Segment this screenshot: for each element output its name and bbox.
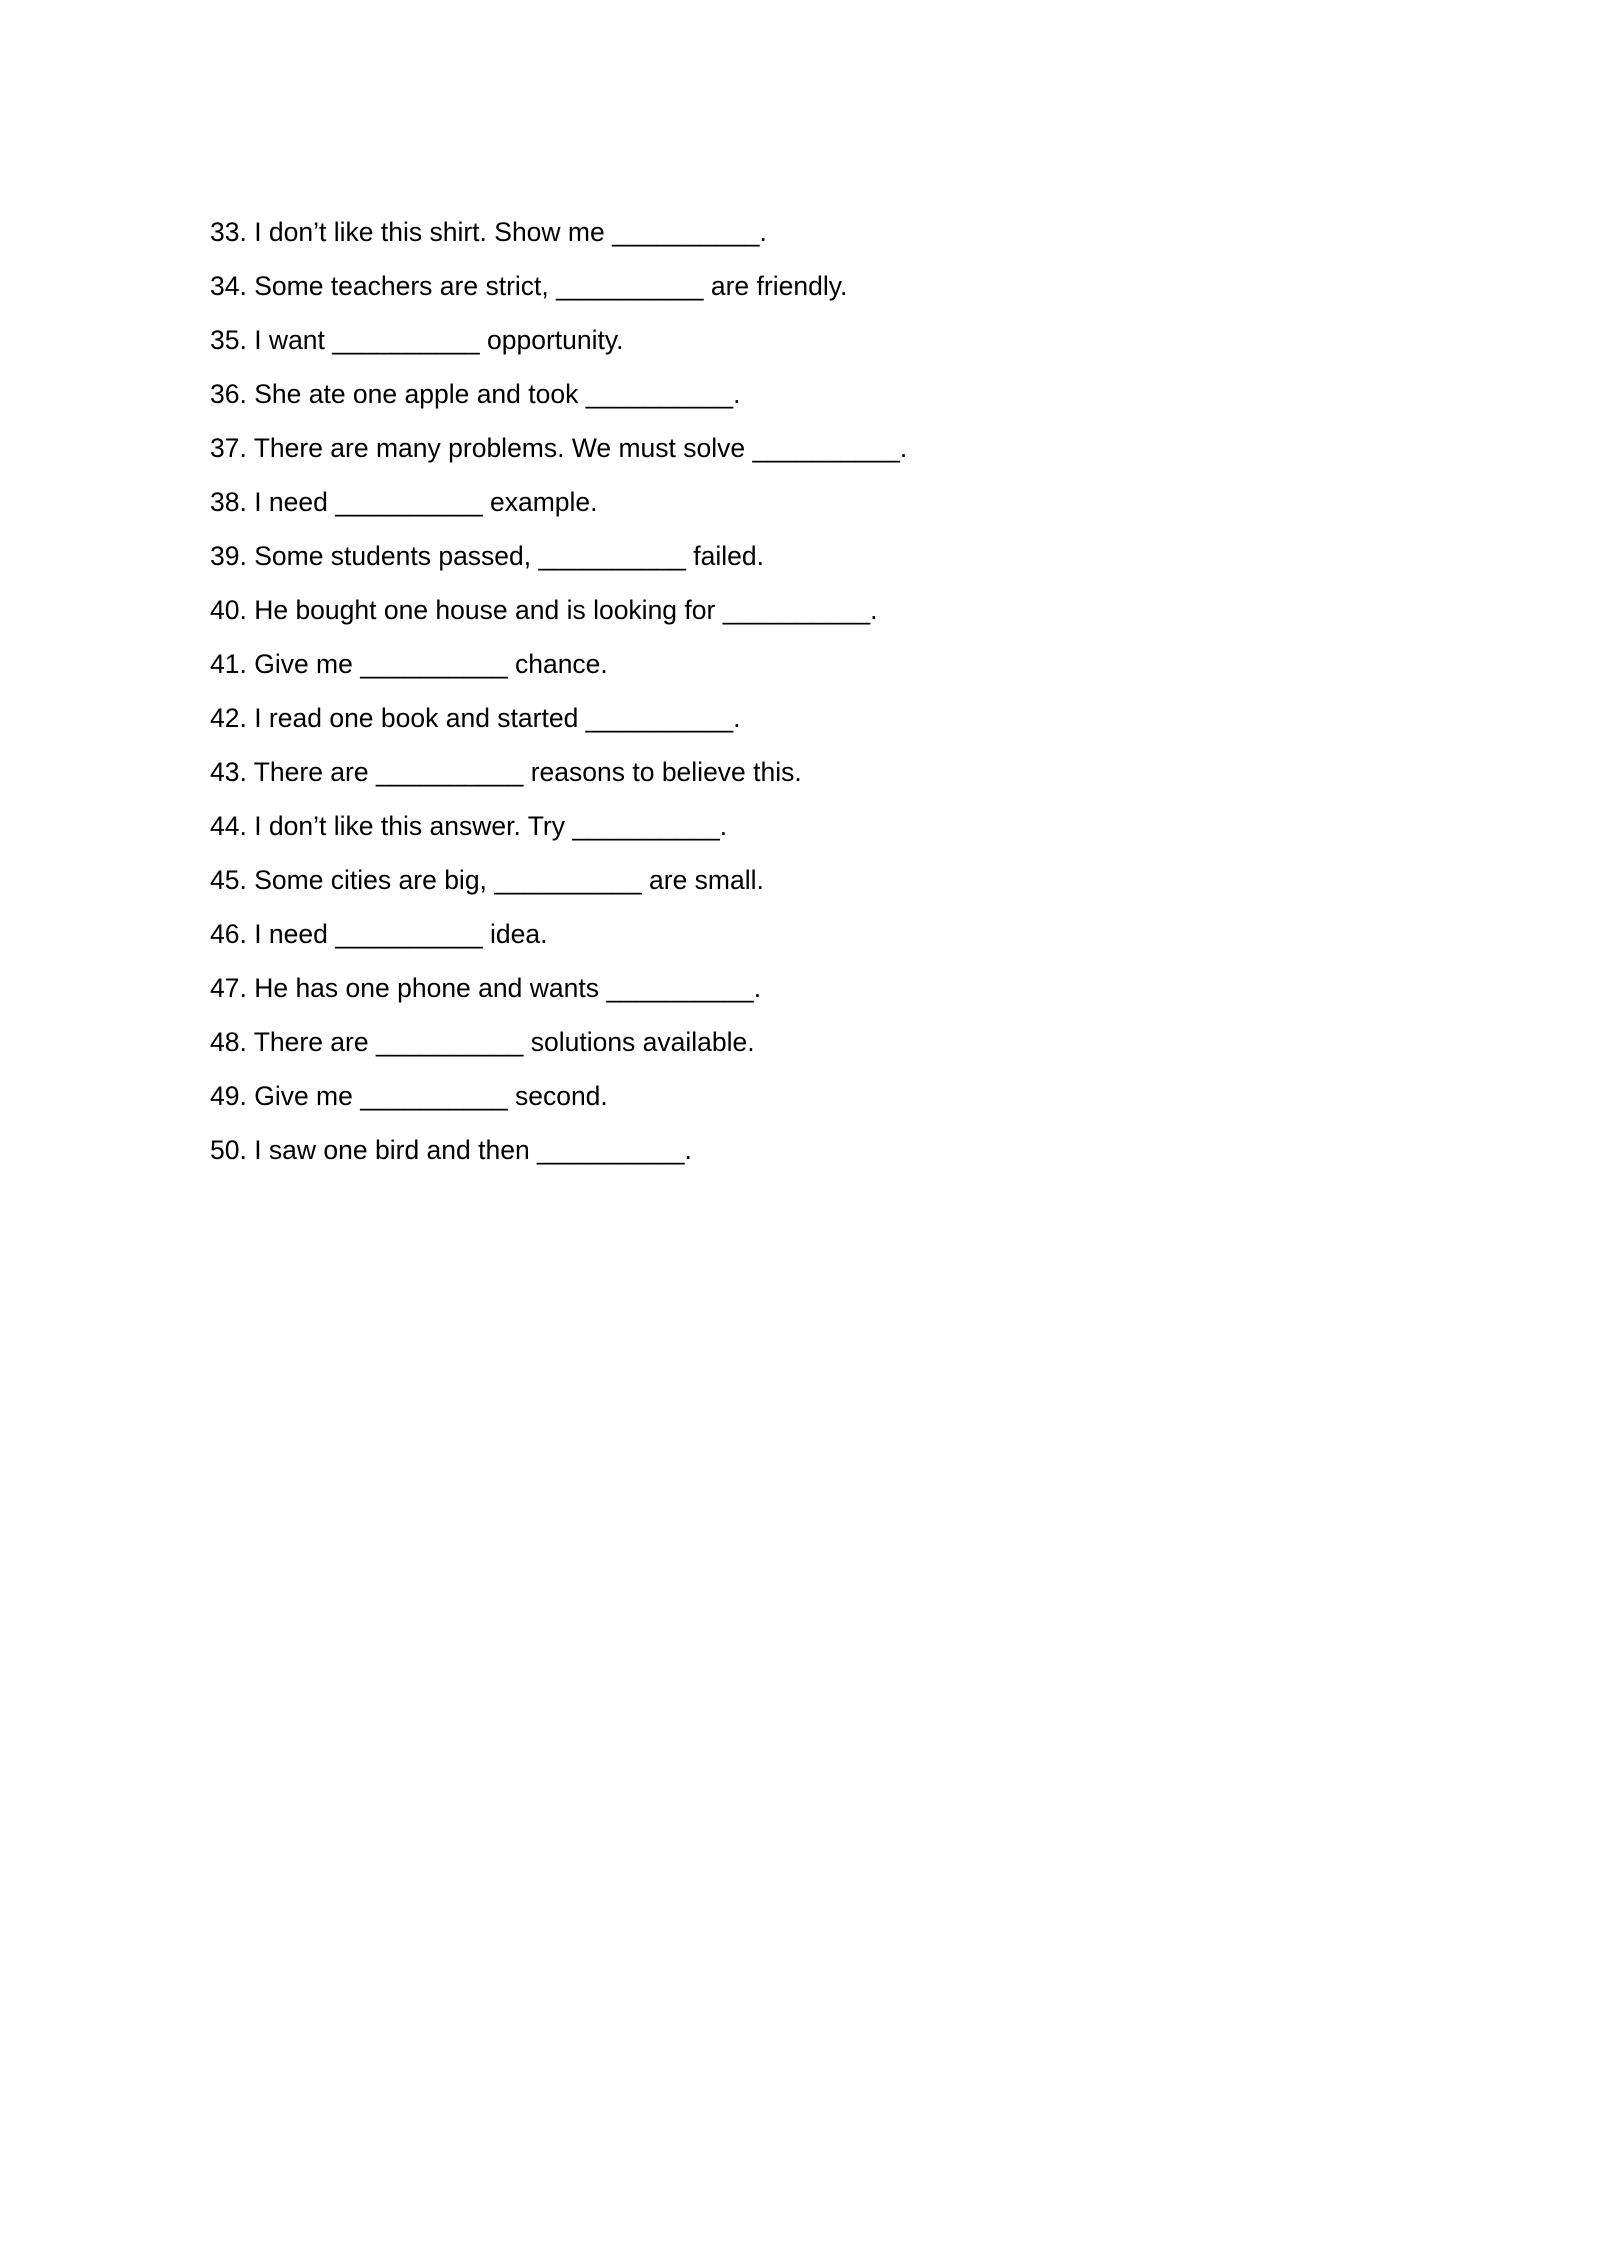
question-item: 37. There are many problems. We must solve __________.	[210, 433, 908, 463]
question-item: 39. Some students passed, __________ failed.	[210, 541, 764, 571]
question-item: 33. I don’t like this shirt. Show me __________.	[210, 217, 767, 247]
question-item: 49. Give me __________ second.	[210, 1081, 608, 1111]
question-list	[210, 205, 907, 1177]
question-item: 38. I need __________ example.	[210, 487, 598, 517]
question-item: 45. Some cities are big, __________ are small.	[210, 865, 764, 895]
question-item: 42. I read one book and started __________.	[210, 703, 741, 733]
question-item: 36. She ate one apple and took __________.	[210, 379, 741, 409]
question-item: 47. He has one phone and wants __________.	[210, 973, 762, 1003]
question-item: 34. Some teachers are strict, __________ are friendly.	[210, 271, 848, 301]
question-item: 40. He bought one house and is looking for __________.	[210, 595, 878, 625]
question-item: 35. I want __________ opportunity.	[210, 325, 624, 355]
question-item: 43. There are __________ reasons to believe this.	[210, 757, 802, 787]
question-item: 46. I need __________ idea.	[210, 919, 548, 949]
question-item: 50. I saw one bird and then __________.	[210, 1135, 692, 1165]
question-item: 48. There are __________ solutions available.	[210, 1027, 755, 1057]
question-item: 41. Give me __________ chance.	[210, 649, 608, 679]
question-item: 44. I don’t like this answer. Try __________.	[210, 811, 728, 841]
